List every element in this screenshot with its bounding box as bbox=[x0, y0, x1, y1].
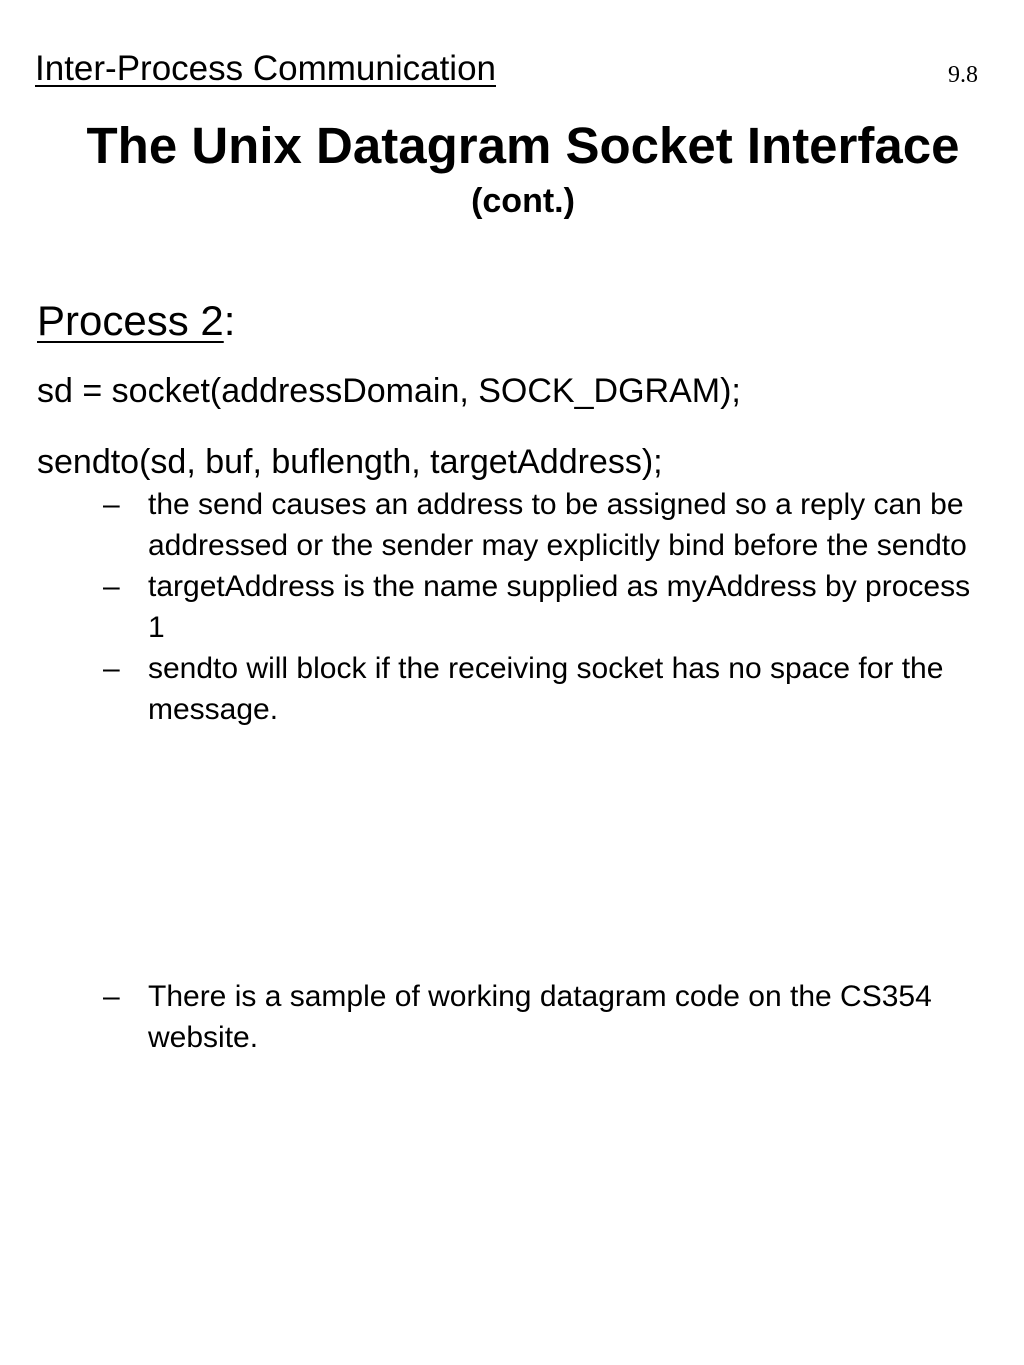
slide-title: The Unix Datagram Socket Interface bbox=[86, 117, 960, 174]
sendto-call-line: sendto(sd, buf, buflength, targetAddress); bbox=[37, 443, 663, 481]
bullet-text: the send causes an address to be assigned so a reply can be addressed or the sender may explicitly bind before the sendto bbox=[148, 488, 967, 562]
footer-note-text: There is a sample of working datagram code on the CS354 website. bbox=[148, 980, 932, 1054]
list-item bbox=[0, 648, 1024, 730]
slide-subtitle: (cont.) bbox=[471, 182, 575, 220]
process-heading-colon: : bbox=[223, 297, 236, 344]
socket-call-line: sd = socket(addressDomain, SOCK_DGRAM); bbox=[37, 372, 741, 410]
list-item bbox=[0, 566, 1024, 648]
bullet-dash: – bbox=[103, 980, 120, 1013]
section-title: Inter-Process Communication bbox=[35, 49, 496, 88]
sendto-notes-list bbox=[0, 484, 1024, 730]
list-item bbox=[0, 484, 1024, 566]
process-heading bbox=[37, 296, 235, 346]
bullet-dash: – bbox=[103, 488, 120, 521]
footer-note-list bbox=[0, 976, 1024, 1058]
bullet-text: sendto will block if the receiving socket has no space for the message. bbox=[148, 652, 944, 726]
bullet-text: targetAddress is the name supplied as myAddress by process 1 bbox=[148, 570, 971, 644]
bullet-dash: – bbox=[103, 652, 120, 685]
list-item bbox=[0, 976, 1024, 1058]
bullet-dash: – bbox=[103, 570, 120, 603]
process-heading-label: Process 2 bbox=[37, 297, 224, 344]
page-number: 9.8 bbox=[948, 62, 978, 88]
